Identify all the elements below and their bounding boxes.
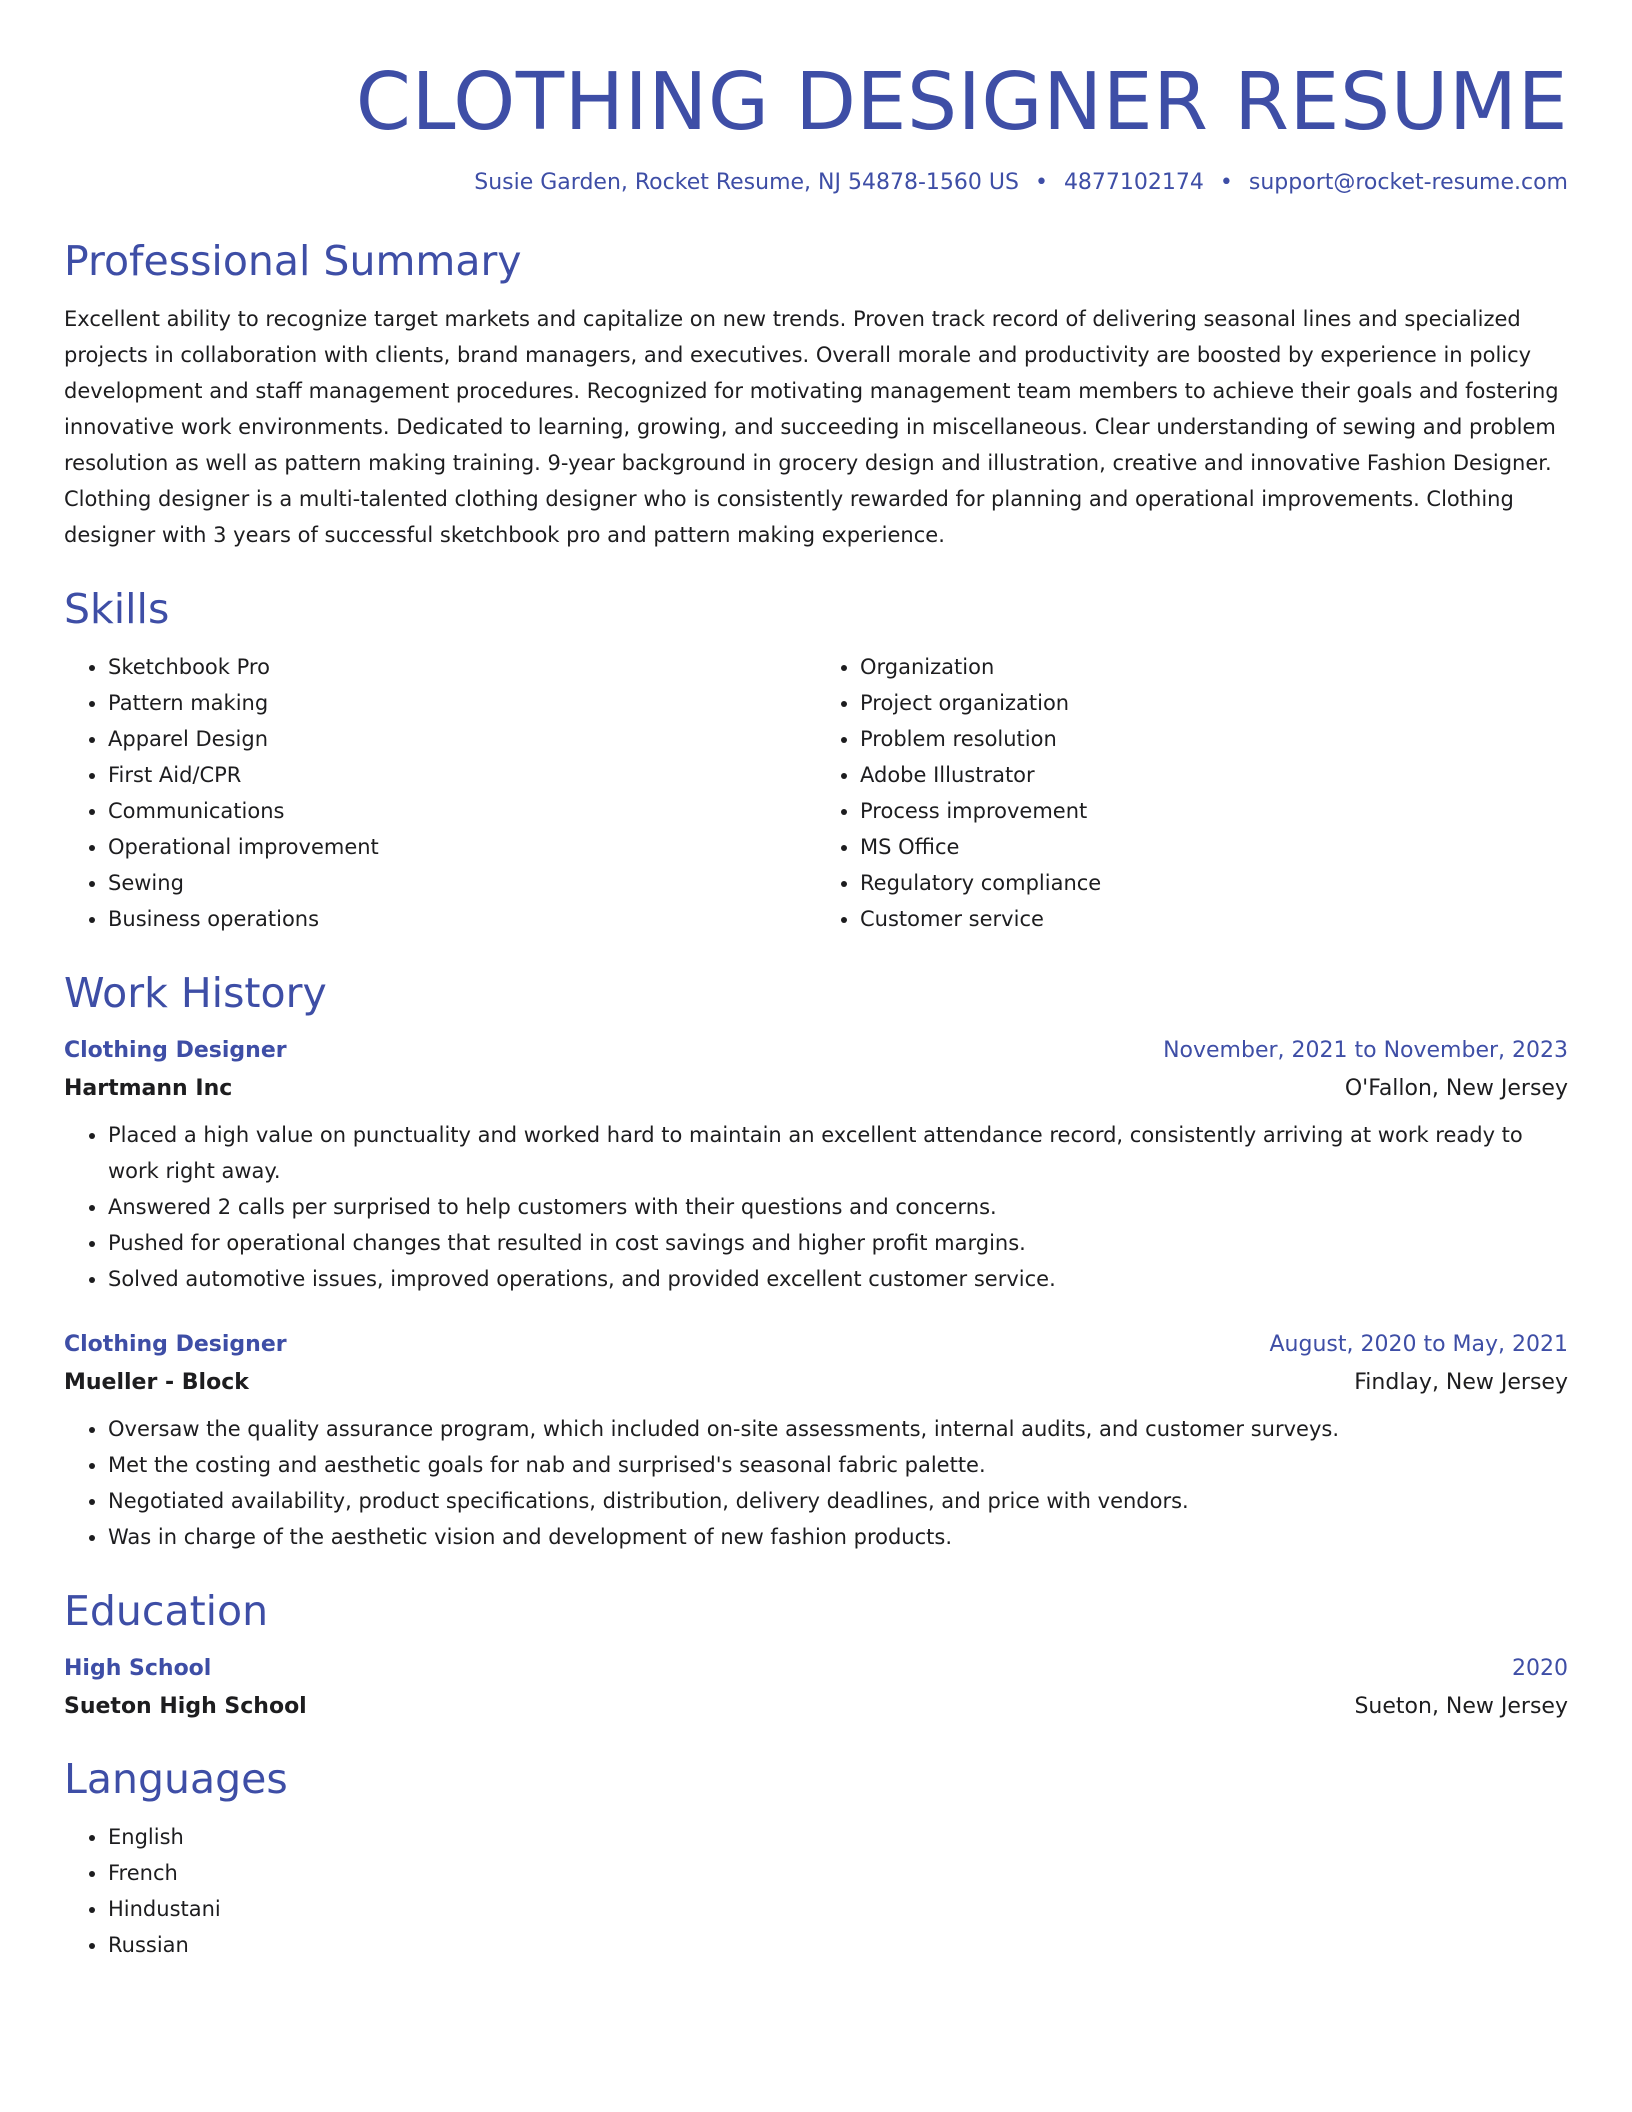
skill-item: • Communications xyxy=(108,793,816,829)
languages-heading: Languages xyxy=(64,1755,288,1803)
job-bullet: • Oversaw the quality assurance program, which included on-site assessments, internal audits, and customer surveys. xyxy=(108,1411,1568,1447)
skill-item: • Project organization xyxy=(860,685,1568,721)
skill-item: • Operational improvement xyxy=(108,829,816,865)
skills-column-left xyxy=(64,649,816,937)
education-heading: Education xyxy=(64,1587,269,1635)
skill-item: • Sketchbook Pro xyxy=(108,649,816,685)
education-school-row xyxy=(64,1687,1568,1727)
skill-item: • Problem resolution xyxy=(860,721,1568,757)
education-degree: High School xyxy=(64,1656,212,1681)
job-bullet: • Negotiated availability, product specifications, distribution, delivery deadlines, and price with vendors. xyxy=(108,1483,1568,1519)
job-bullet: • Was in charge of the aesthetic vision and development of new fashion products. xyxy=(108,1519,1568,1555)
education-year: 2020 xyxy=(1512,1656,1568,1681)
skill-item: • First Aid/CPR xyxy=(108,757,816,793)
skill-item: • Adobe Illustrator xyxy=(860,757,1568,793)
job-location: Findlay, New Jersey xyxy=(1354,1370,1568,1395)
skill-item: • Apparel Design xyxy=(108,721,816,757)
education-header-row xyxy=(64,1651,1568,1687)
skill-item: • Organization xyxy=(860,649,1568,685)
job-company: Hartmann Inc xyxy=(64,1076,233,1101)
job-bullet: • Answered 2 calls per surprised to help customers with their questions and concerns. xyxy=(108,1189,1568,1225)
job-company-row xyxy=(64,1363,1568,1403)
languages-list xyxy=(64,1819,1568,1963)
job-bullet: • Pushed for operational changes that resulted in cost savings and higher profit margins. xyxy=(108,1225,1568,1261)
language-item: • English xyxy=(108,1819,1568,1855)
job-company-row xyxy=(64,1069,1568,1109)
skill-item: • Regulatory compliance xyxy=(860,865,1568,901)
job-company: Mueller - Block xyxy=(64,1370,249,1395)
skill-item: • Business operations xyxy=(108,901,816,937)
skills-heading: Skills xyxy=(64,585,170,633)
contact-phone: 4877102174 xyxy=(1063,170,1204,195)
education-school: Sueton High School xyxy=(64,1694,307,1719)
skill-item: • Process improvement xyxy=(860,793,1568,829)
skills-list xyxy=(64,649,1568,937)
summary-heading: Professional Summary xyxy=(64,237,522,285)
language-item: • French xyxy=(108,1855,1568,1891)
skills-column-right xyxy=(816,649,1568,937)
contact-address: Susie Garden, Rocket Resume, NJ 54878-1560 US xyxy=(474,170,1019,195)
skill-item: • Customer service xyxy=(860,901,1568,937)
skill-item: • Sewing xyxy=(108,865,816,901)
contact-separator: • xyxy=(1219,170,1233,195)
language-item: • Hindustani xyxy=(108,1891,1568,1927)
summary-text: Excellent ability to recognize target markets and capitalize on new trends. Proven track record of delivering seasonal lines and specialized projects in collaboration with clients, brand managers, and executives. Overall morale and productivity are boosted by experience in policy development and staff management procedures. Recognized for motivating management team members to achieve their goals and fostering innovative work environments. Dedicated to learning, growing, and succeeding in miscellaneous. Clear understanding of sewing and problem resolution as well as pattern making training. 9-year background in grocery design and illustration, creative and innovative Fashion Designer. Clothing designer is a multi-talented clothing designer who is consistently rewarded for planning and operational improvements. Clothing designer with 3 years of successful sketchbook pro and pattern making experience. xyxy=(64,307,1559,547)
education-entry xyxy=(64,1651,1568,1727)
job-bullet: • Solved automotive issues, improved operations, and provided excellent customer service. xyxy=(108,1261,1568,1297)
job-bullets xyxy=(64,1117,1568,1297)
job-bullets xyxy=(64,1411,1568,1555)
skill-item: • MS Office xyxy=(860,829,1568,865)
job-header-row xyxy=(64,1033,1568,1069)
job-dates: August, 2020 to May, 2021 xyxy=(1269,1332,1568,1357)
job-entry xyxy=(64,1327,1568,1555)
resume-title: CLOTHING DESIGNER RESUME xyxy=(355,56,1568,148)
job-title: Clothing Designer xyxy=(64,1332,287,1357)
work-history-heading: Work History xyxy=(64,969,327,1017)
language-item: • Russian xyxy=(108,1927,1568,1963)
job-bullet: • Met the costing and aesthetic goals for nab and surprised's seasonal fabric palette. xyxy=(108,1447,1568,1483)
education-location: Sueton, New Jersey xyxy=(1354,1694,1568,1719)
job-dates: November, 2021 to November, 2023 xyxy=(1163,1038,1568,1063)
job-title: Clothing Designer xyxy=(64,1038,287,1063)
contact-email: support@rocket-resume.com xyxy=(1248,170,1568,195)
job-bullet: • Placed a high value on punctuality and worked hard to maintain an excellent attendance record, consistently arriving at work ready to work right away. xyxy=(108,1117,1568,1189)
job-location: O'Fallon, New Jersey xyxy=(1344,1076,1568,1101)
job-header-row xyxy=(64,1327,1568,1363)
contact-line xyxy=(64,170,1568,195)
contact-separator: • xyxy=(1034,170,1048,195)
skill-item: • Pattern making xyxy=(108,685,816,721)
job-entry xyxy=(64,1033,1568,1297)
